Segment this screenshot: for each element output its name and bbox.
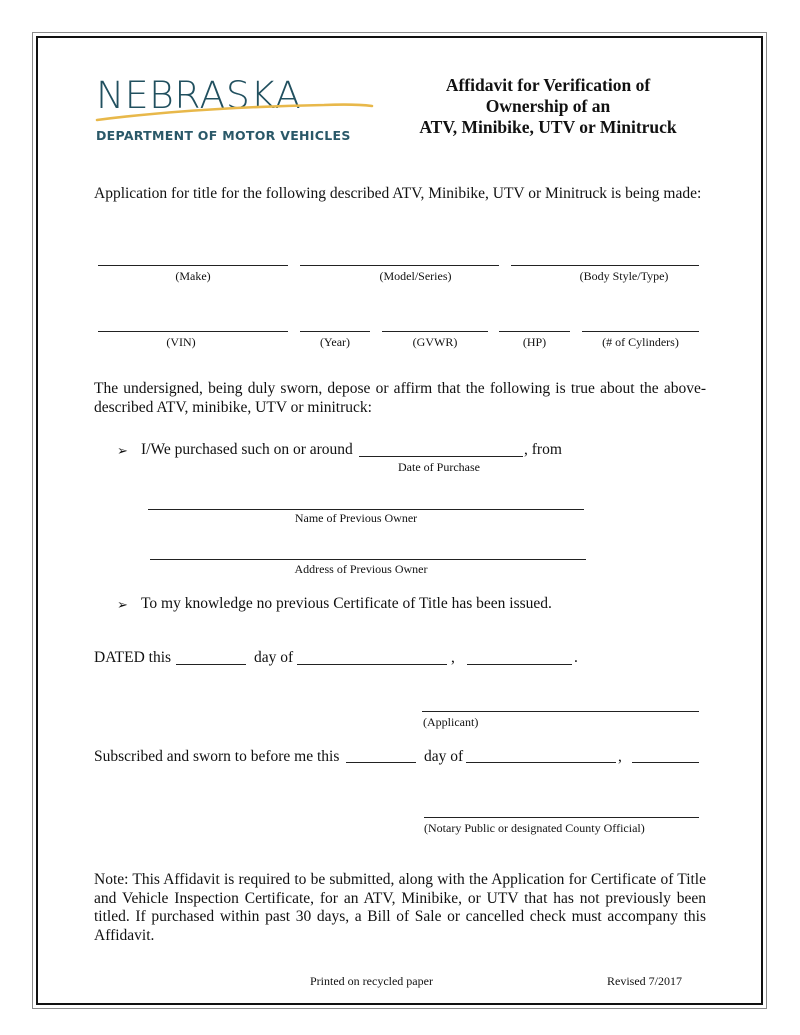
logo-state-name: NEBRASKA <box>96 74 302 117</box>
body-style-field[interactable] <box>511 265 699 266</box>
dated-comma: , <box>451 649 455 666</box>
title-line-1: Affidavit for Verification of <box>445 75 651 95</box>
notary-day-of-text: day of <box>424 748 464 765</box>
title-line-2: Ownership of an <box>485 96 611 116</box>
purchase-statement: I/We purchased such on or around <box>141 441 353 458</box>
footer-revised-date: Revised 7/2017 <box>607 974 682 988</box>
dated-this-text: DATED this <box>94 649 172 666</box>
notary-official-label: (Notary Public or designated County Official) <box>424 821 645 835</box>
hp-label: (HP) <box>522 335 547 349</box>
oath-paragraph: The undersigned, being duly sworn, depose or affirm that the following is true about the above-described ATV, minibike, UTV or minitruck: <box>94 380 706 416</box>
notary-day-field[interactable] <box>346 762 416 763</box>
intro-paragraph: Application for title for the following described ATV, Minibike, UTV or Minitruck is being made: <box>94 185 702 202</box>
logo-department-name: DEPARTMENT OF MOTOR VEHICLES <box>96 128 351 143</box>
model-series-field[interactable] <box>300 265 499 266</box>
title-line-3: ATV, Minibike, UTV or Minitruck <box>419 117 677 137</box>
purchase-from-text: , from <box>524 441 562 458</box>
notary-signature-field[interactable] <box>424 817 699 818</box>
note-paragraph: Note: This Affidavit is required to be submitted, along with the Application for Certificate of Title and Vehicle Inspection Certificate, for an ATV, Minibike, or UTV that has not previously been titled. If purchased within past 30 days, a Bill of Sale or cancelled check must accompany this Affidavit. <box>94 871 706 944</box>
cylinders-label: (# of Cylinders) <box>602 335 679 349</box>
hp-field[interactable] <box>499 331 570 332</box>
dated-month-field[interactable] <box>297 664 447 665</box>
year-field[interactable] <box>300 331 370 332</box>
model-series-label: (Model/Series) <box>379 269 452 283</box>
logo-swoosh-icon <box>94 72 384 132</box>
cylinders-field[interactable] <box>582 331 699 332</box>
date-of-purchase-label: Date of Purchase <box>398 460 480 474</box>
page-title <box>400 75 696 138</box>
previous-owner-name-label: Name of Previous Owner <box>294 511 418 525</box>
nebraska-dmv-logo <box>94 72 384 152</box>
previous-owner-name-field[interactable] <box>148 509 584 510</box>
notary-comma: , <box>618 748 622 765</box>
notary-month-field[interactable] <box>466 762 616 763</box>
dated-year-field[interactable] <box>467 664 572 665</box>
no-previous-title-statement: To my knowledge no previous Certificate of Title has been issued. <box>141 595 552 612</box>
dated-day-of-text: day of <box>254 649 294 666</box>
applicant-label: (Applicant) <box>423 715 479 729</box>
applicant-signature-field[interactable] <box>422 711 699 712</box>
make-field[interactable] <box>98 265 288 266</box>
dated-period: . <box>574 649 578 666</box>
dated-day-field[interactable] <box>176 664 246 665</box>
previous-owner-address-field[interactable] <box>150 559 586 560</box>
notary-year-field[interactable] <box>632 762 699 763</box>
body-style-label: (Body Style/Type) <box>579 269 669 283</box>
date-of-purchase-field[interactable] <box>359 456 523 457</box>
vin-field[interactable] <box>98 331 288 332</box>
make-label: (Make) <box>175 269 211 283</box>
arrow-bullet-icon: ➢ <box>117 597 128 612</box>
arrow-bullet-icon: ➢ <box>117 443 128 458</box>
previous-owner-address-label: Address of Previous Owner <box>294 562 428 576</box>
gvwr-label: (GVWR) <box>412 335 458 349</box>
gvwr-field[interactable] <box>382 331 488 332</box>
subscribed-sworn-text: Subscribed and sworn to before me this <box>94 748 340 765</box>
footer-recycled-paper: Printed on recycled paper <box>310 974 433 988</box>
year-label: (Year) <box>319 335 351 349</box>
vin-label: (VIN) <box>166 335 196 349</box>
